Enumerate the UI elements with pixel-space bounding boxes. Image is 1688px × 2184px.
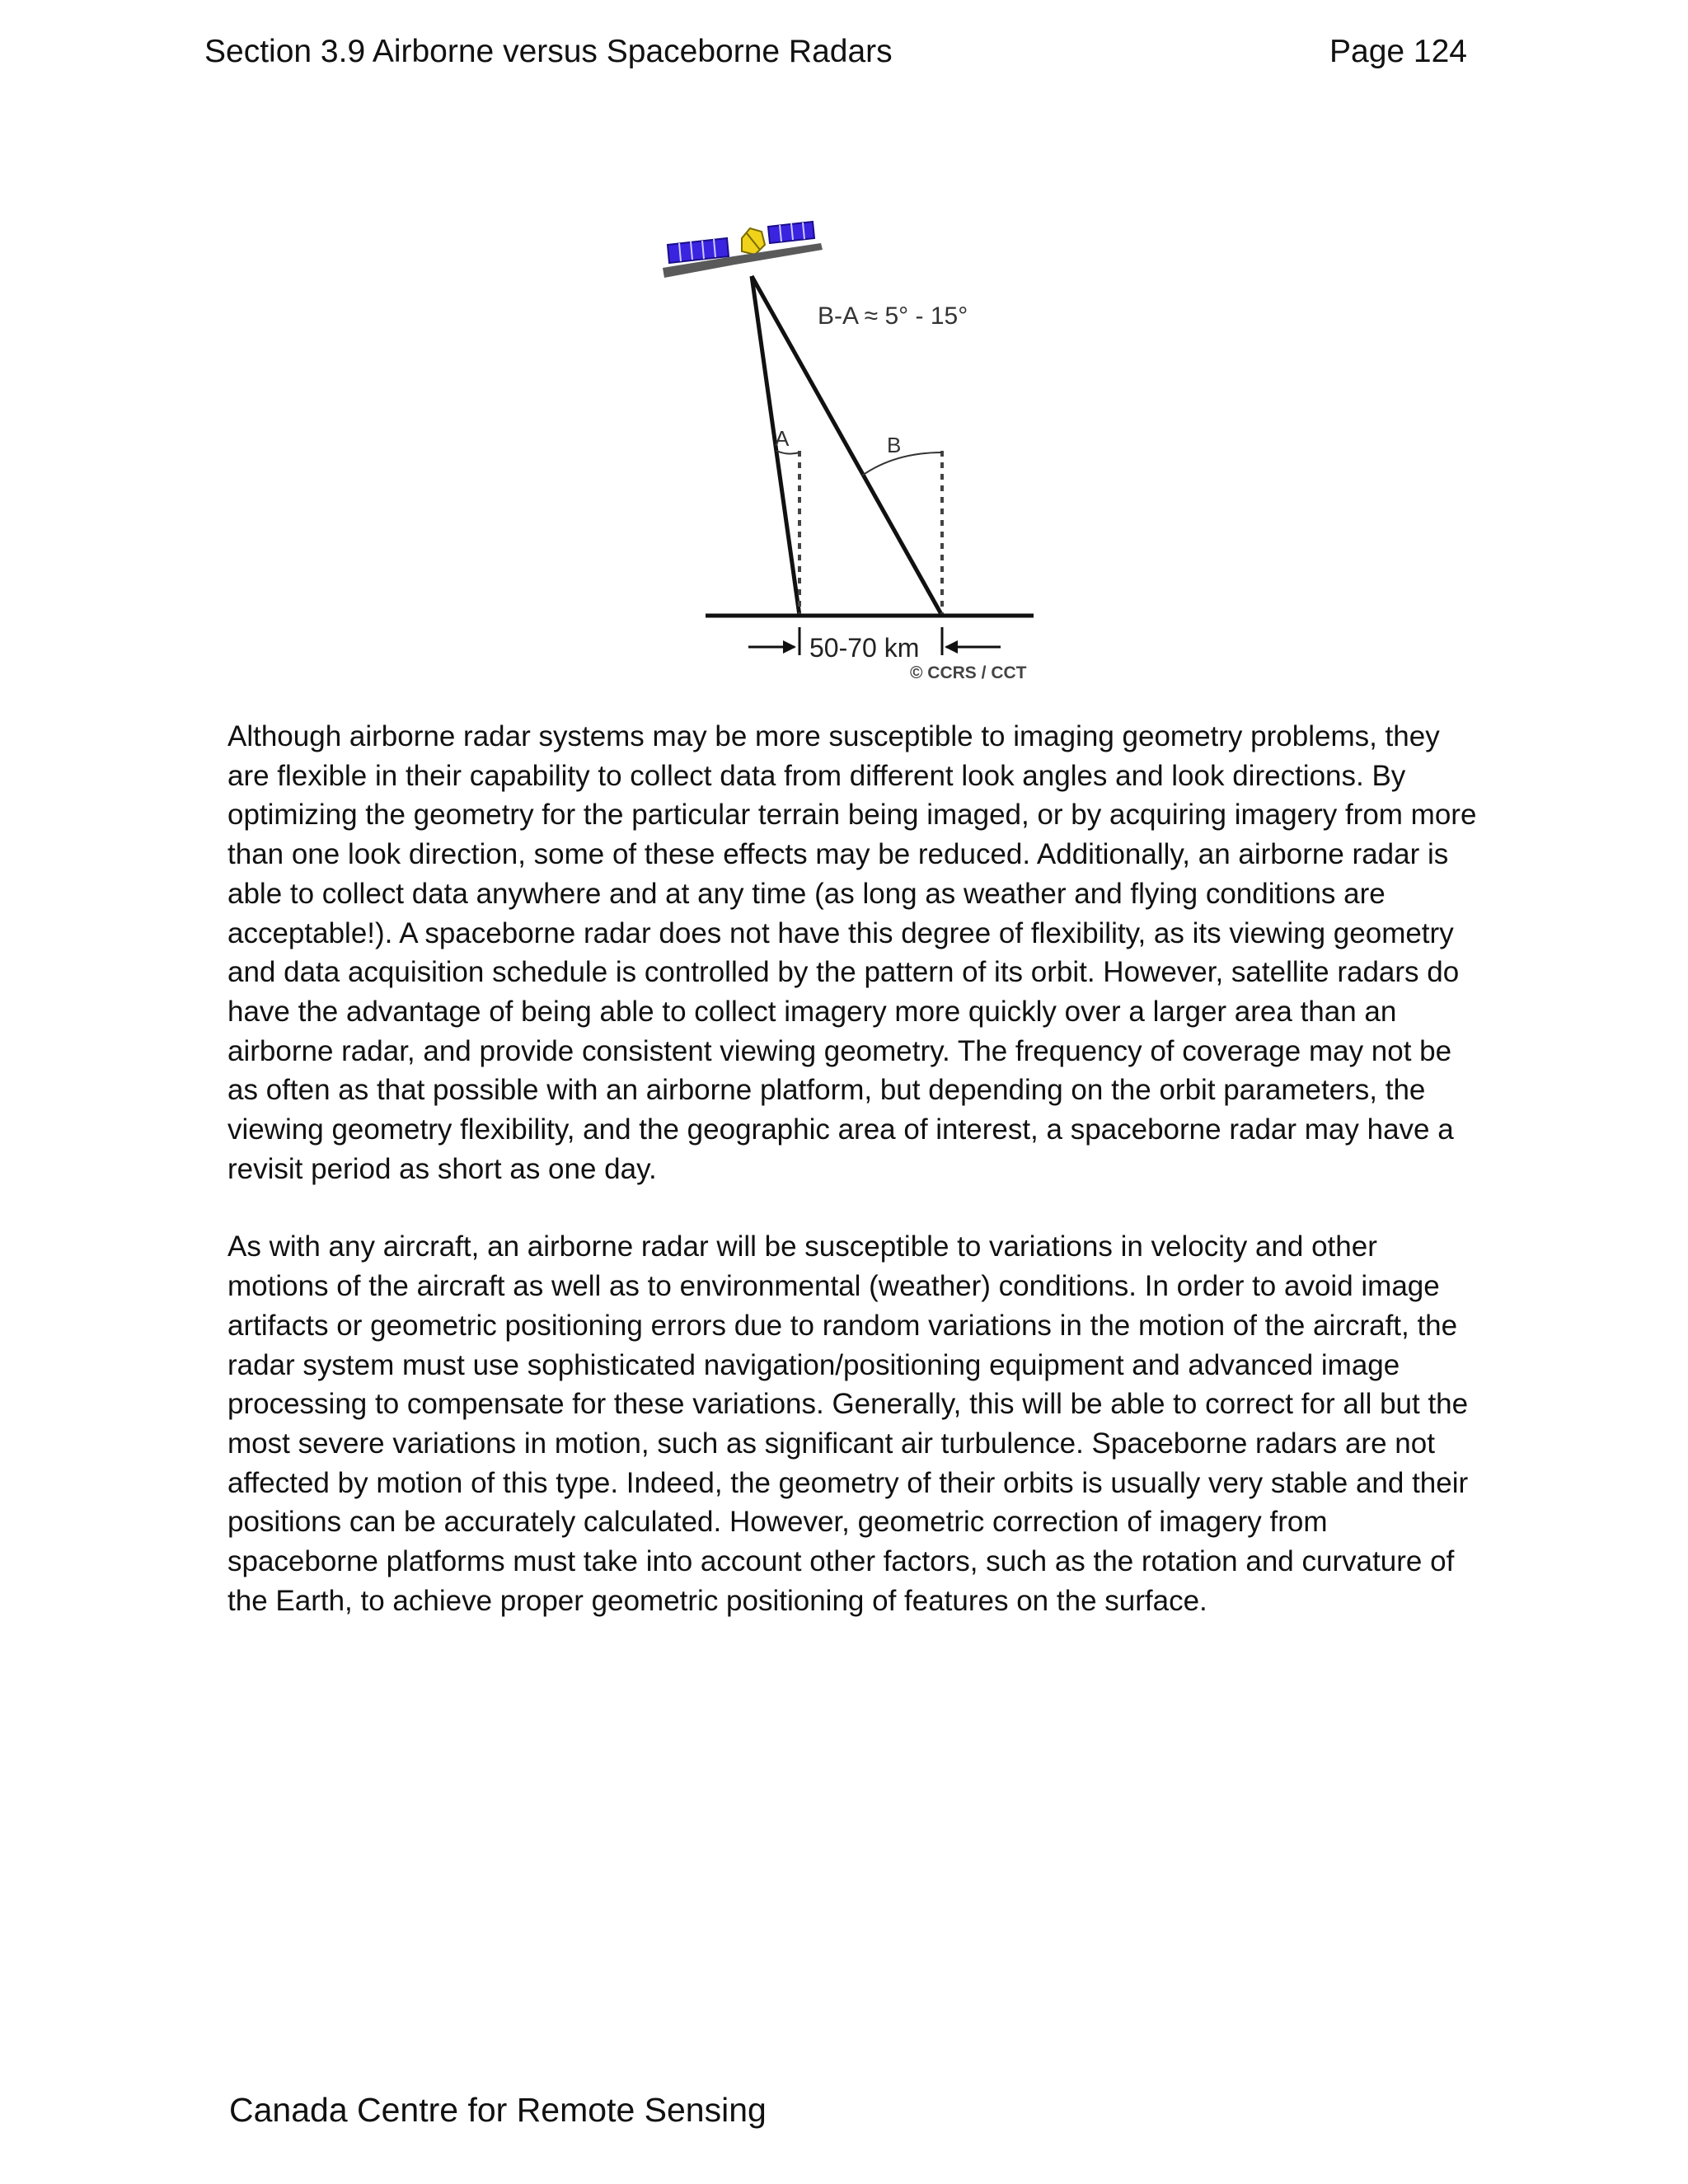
page-number: Page 124 — [1329, 34, 1467, 69]
left-arrow-icon — [748, 627, 799, 655]
section-title: Section 3.9 Airborne versus Spaceborne Radars — [204, 34, 893, 69]
paragraph-1: Although airborne radar systems may be more susceptible to imaging geometry problems, they are flexible in their capability to collect data from different look angles and look directions. By optimizing the geometry for the particular terrain being imaged, or by acquiring imagery from more than one look direction, some of these effects may be reduced. Additionally, an airborne radar is able to collect data anywhere and at any time (as long as weather and flying conditions are acceptable!). A spaceborne radar does not have this degree of flexibility, as its viewing geometry and data acquisition schedule is controlled by the pattern of its orbit. However, satellite radars do have the advantage of being able to collect imagery more quickly over a larger area than an airborne radar, and provide consistent viewing geometry. The frequency of coverage may not be as often as that possible with an airborne platform, but depending on the orbit parameters, the viewing geometry flexibility, and the geographic area of interest, a spaceborne radar may have a revisit period as short as one day. — [227, 720, 1477, 1185]
angle-arc-b — [862, 452, 942, 476]
right-arrow-icon — [942, 627, 1001, 655]
paragraph-2: As with any aircraft, an airborne radar will be susceptible to variations in velocity and other motions of the aircraft as well as to environmental (weather) conditions. In order to avoid image artifacts or geometric positioning errors due to random variations in the motion of the aircraft, the radar system must use sophisticated navigation/positioning equipment and advanced image processing to compensate for these variations. Generally, this will be able to correct for all but the most severe variations in motion, such as significant air turbulence. Spaceborne radars are not affected by motion of this type. Indeed, the geometry of their orbits is usually very stable and their positions can be accurately calculated. However, geometric correction of imagery from spaceborne platforms must take into account other factors, such as the rotation and curvature of the Earth, to achieve proper geometric positioning of features on the surface. — [227, 1230, 1469, 1617]
radar-geometry-figure — [651, 210, 1047, 688]
footer-organization: Canada Centre for Remote Sensing — [229, 2091, 767, 2129]
angle-a-label: A — [775, 426, 790, 451]
formula-label: B-A ≈ 5° - 15° — [818, 302, 968, 330]
distance-label: 50-70 km — [809, 633, 920, 663]
satellite-icon — [663, 222, 823, 278]
angle-b-label: B — [887, 433, 902, 457]
angle-arc-a — [776, 451, 799, 454]
copyright-label: © CCRS / CCT — [910, 663, 1027, 682]
body-text — [227, 717, 1480, 1659]
